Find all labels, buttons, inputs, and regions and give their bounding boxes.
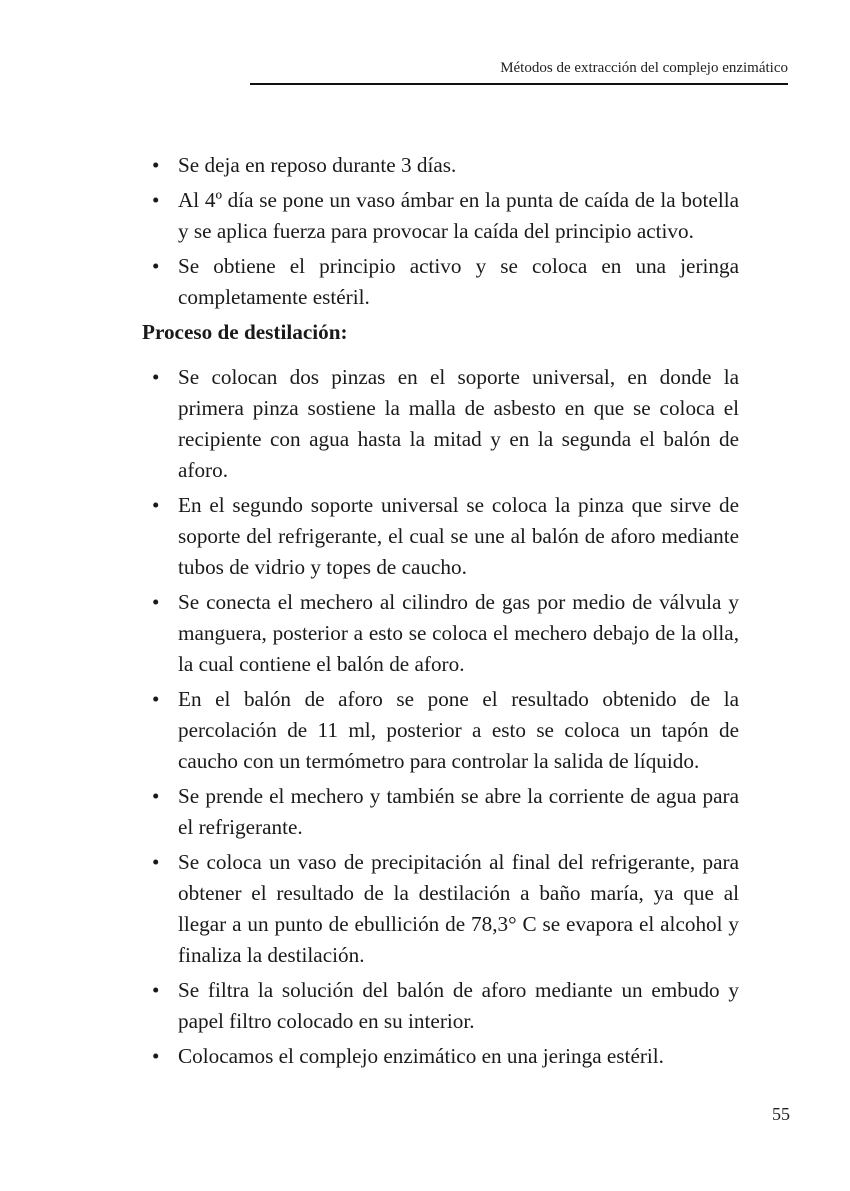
distillation-list	[142, 362, 739, 1072]
list-item: • En el segundo soporte universal se coloca la pinza que sirve de soporte del refrigerante, el cual se une al balón de aforo mediante tubos de vidrio y topes de caucho.	[142, 490, 739, 583]
list-item: • Se conecta el mechero al cilindro de gas por medio de válvula y manguera, posterior a esto se coloca el mechero debajo de la olla, la cual contiene el balón de aforo.	[142, 587, 739, 680]
list-item: • Se deja en reposo durante 3 días.	[142, 150, 739, 181]
page-body	[142, 150, 739, 1076]
list-item: • Se prende el mechero y también se abre la corriente de agua para el refrigerante.	[142, 781, 739, 843]
section-heading: Proceso de destilación:	[142, 320, 348, 344]
list-item: • Colocamos el complejo enzimático en una jeringa estéril.	[142, 1041, 739, 1072]
list-item: • Se filtra la solución del balón de aforo mediante un embudo y papel filtro colocado en su interior.	[142, 975, 739, 1037]
header-rule	[250, 83, 788, 85]
running-header: Métodos de extracción del complejo enzimático	[500, 60, 788, 76]
list-item: • Al 4º día se pone un vaso ámbar en la punta de caída de la botella y se aplica fuerza para provocar la caída del principio activo.	[142, 185, 739, 247]
list-item: • Se colocan dos pinzas en el soporte universal, en donde la primera pinza sostiene la malla de asbesto en que se coloca el recipiente con agua hasta la mitad y en la segunda el balón de aforo.	[142, 362, 739, 486]
page-number: 55	[772, 1104, 790, 1124]
intro-list	[142, 150, 739, 313]
list-item: • En el balón de aforo se pone el resultado obtenido de la percolación de 11 ml, posterior a esto se coloca un tapón de caucho con un termómetro para controlar la salida de líquido.	[142, 684, 739, 777]
list-item: • Se obtiene el principio activo y se coloca en una jeringa completamente estéril.	[142, 251, 739, 313]
list-item: • Se coloca un vaso de precipitación al final del refrigerante, para obtener el resultado de la destilación a baño maría, ya que al llegar a un punto de ebullición de 78,3° C se evapora el alcohol y finaliza la destilación.	[142, 847, 739, 971]
